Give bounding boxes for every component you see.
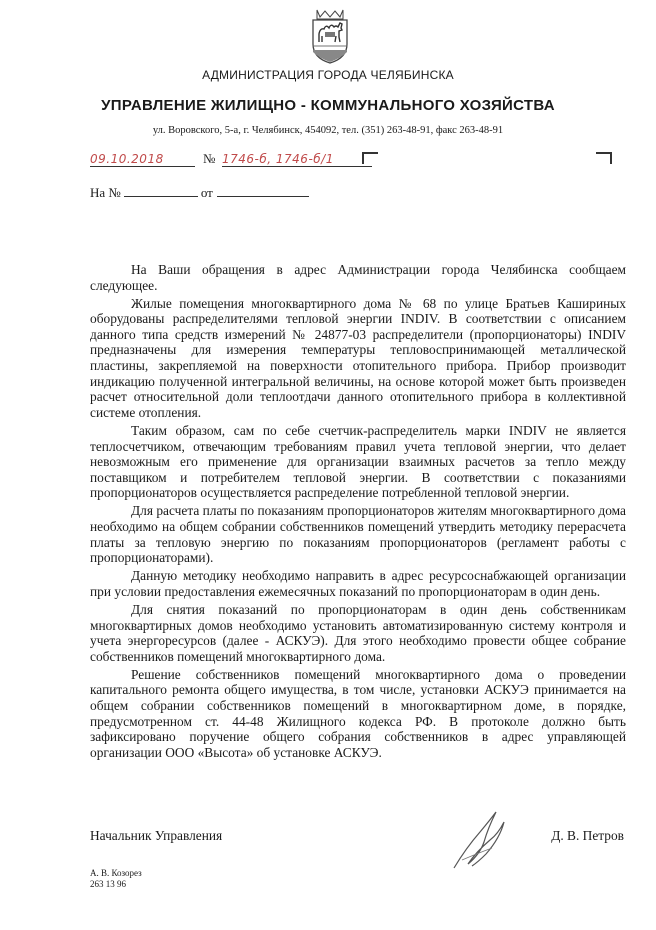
on-number-blank — [124, 184, 198, 197]
incoming-reference — [90, 184, 309, 201]
executor-name: А. В. Козорез — [90, 868, 142, 878]
executor-info — [90, 868, 142, 890]
paragraph: Решение собственников помещений многоквартирного дома о проведении капитального ремонта общего имущества, в том числе, установки АСКУЭ принимается на общем собрании собственников помещений в многоквартирном доме, в порядке, предусмотренном ст. 44-48 Жилищного кодекса РФ. В протоколе должно быть зафиксировано поручение общего собрания собственников в адрес управляющей организации ООО «Высота» об установке АСКУЭ. — [90, 666, 626, 760]
reference-number: 1746-б, 1746-б/1 — [222, 152, 372, 167]
paragraph: Для расчета платы по показаниям пропорционаторов жителям многоквартирного дома необходимо на общем собрании собственников помещений утвердить методику перерасчета платы за тепловую энергию по показаниям пропорционаторов (регламент работы с пропорционаторами). — [90, 503, 626, 566]
on-number-label: На № — [90, 185, 121, 200]
address-corner-left — [362, 152, 378, 164]
administration-name: АДМИНИСТРАЦИЯ ГОРОДА ЧЕЛЯБИНСКА — [202, 68, 454, 82]
from-label: от — [200, 185, 213, 200]
letter-body — [90, 262, 626, 763]
signatory-title: Начальник Управления — [90, 828, 223, 843]
paragraph: Данную методику необходимо направить в адрес ресурсоснабжающей организации при условии предоставления ежемесячных показаний по пропорционаторам в один день. — [90, 568, 626, 599]
department-address: ул. Воровского, 5-а, г. Челябинск, 454092, тел. (351) 263-48-91, факс 263-48-91 — [152, 125, 504, 136]
handwritten-signature-icon — [446, 808, 516, 874]
reference-date: 09.10.2018 — [90, 152, 195, 167]
paragraph: Жилые помещения многоквартирного дома № 68 по улице Братьев Кашириных оборудованы распределителями тепловой энергии INDIV. В соответствии с описанием данного типа средств измерений № 24877-03 распределители (пропорционаторы) INDIV предназначены для измерения температуры тепловоспринимающей металлической пластины, закрепляемой на поверхности отопительного прибора. Прибор производит индикацию полученной интегральной величины, на основе которой может быть произведен расчет относительной доли теплоотдачи данного отопительного прибора в коллективной системе отопления. — [90, 295, 626, 420]
signatory-name: Д. В. Петров — [551, 828, 624, 843]
paragraph: Таким образом, сам по себе счетчик-распределитель марки INDIV не является теплосчетчиком, отвечающим требованиям правил учета тепловой энергии, что делает невозможным его применение для организации взаимных расчетов за тепло между поставщиком и потребителем тепловой энергии. В соответствии с показаниями пропорционаторов осуществляется распределение потребленной тепловой энергии. — [90, 422, 626, 501]
coat-of-arms-icon — [311, 6, 349, 64]
paragraph: На Ваши обращения в адрес Администрации города Челябинска сообщаем следующее. — [90, 262, 626, 293]
executor-phone: 263 13 96 — [90, 879, 126, 889]
number-label: № — [203, 151, 216, 166]
from-date-blank — [217, 184, 309, 197]
department-name: УПРАВЛЕНИЕ ЖИЛИЩНО - КОММУНАЛЬНОГО ХОЗЯЙСТВА — [101, 97, 555, 114]
address-corner-right — [596, 152, 612, 164]
paragraph: Для снятия показаний по пропорционаторам в один день собственникам многоквартирных домов необходимо установить автоматизированную систему контроля и учета энергоресурсов (далее - АСКУЭ). Для этого необходимо провести общее собрание собственников помещений многоквартирного дома. — [90, 601, 626, 664]
outgoing-reference — [90, 150, 390, 170]
